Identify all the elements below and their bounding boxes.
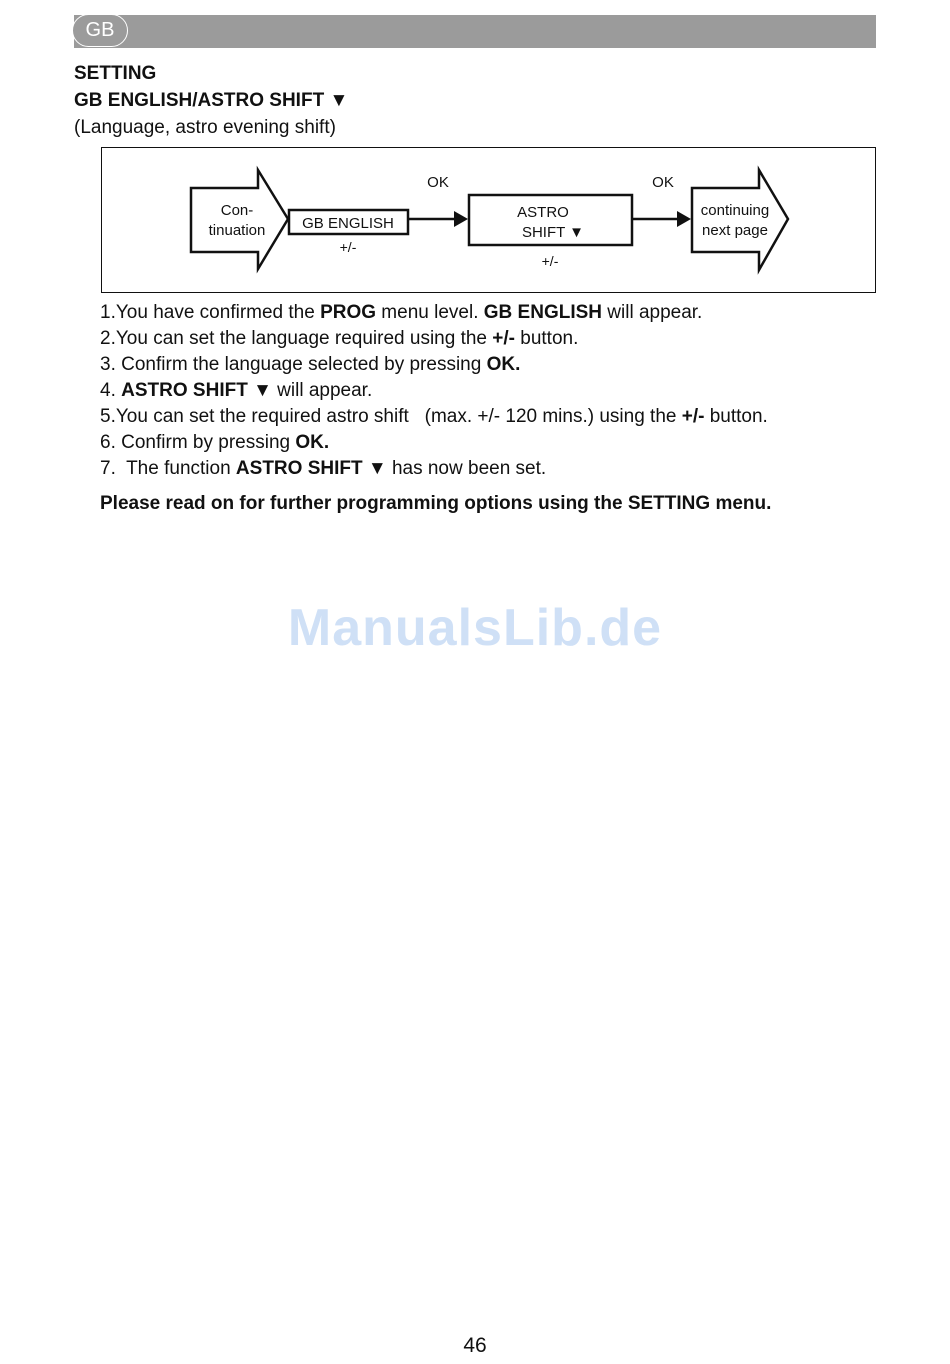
section-description: (Language, astro evening shift) bbox=[74, 117, 336, 138]
step-item: 6. Confirm by pressing OK. bbox=[100, 432, 330, 453]
astro-shift-label-1: ASTRO bbox=[517, 204, 569, 221]
further-reading-note: Please read on for further programming options using the SETTING menu. bbox=[100, 493, 772, 514]
flow-diagram bbox=[101, 147, 876, 293]
continuation-label-1: Con- bbox=[220, 202, 254, 219]
step-item: 2.You can set the language required using the +/- button. bbox=[100, 328, 579, 349]
header-bar bbox=[74, 15, 876, 48]
watermark: ManualsLib.de bbox=[287, 599, 663, 657]
ok-arrowhead-2 bbox=[677, 211, 691, 227]
next-page-label-2: next page bbox=[702, 222, 768, 239]
step-item: 4. ASTRO SHIFT ▼ will appear. bbox=[100, 380, 373, 401]
ok-arrowhead-1 bbox=[454, 211, 468, 227]
continuation-label-2: tinuation bbox=[208, 222, 266, 239]
ok-label-1: OK bbox=[427, 174, 449, 191]
step-item: 7. The function ASTRO SHIFT ▼ has now been set. bbox=[100, 458, 547, 479]
step-item: 3. Confirm the language selected by pressing OK. bbox=[100, 354, 521, 375]
gb-english-adjust-label: +/- bbox=[339, 239, 357, 255]
gb-english-label: GB ENGLISH bbox=[302, 215, 394, 232]
astro-shift-label-2: SHIFT ▼ bbox=[521, 224, 585, 241]
section-subtitle: GB ENGLISH/ASTRO SHIFT ▼ bbox=[74, 90, 349, 111]
page-number: 46 bbox=[463, 1334, 487, 1357]
astro-shift-adjust-label: +/- bbox=[541, 253, 559, 269]
next-page-arrow bbox=[692, 170, 788, 270]
ok-label-2: OK bbox=[652, 174, 674, 191]
next-page-label-1: continuing bbox=[700, 202, 770, 219]
step-item: 1.You have confirmed the PROG menu level. GB ENGLISH will appear. bbox=[100, 302, 703, 323]
instruction-steps bbox=[100, 300, 768, 482]
continuation-arrow bbox=[191, 170, 288, 269]
section-title: SETTING bbox=[74, 63, 157, 84]
language-badge: GB bbox=[72, 14, 128, 47]
step-item: 5.You can set the required astro shift (max. +/- 120 mins.) using the +/- button. bbox=[100, 406, 768, 427]
